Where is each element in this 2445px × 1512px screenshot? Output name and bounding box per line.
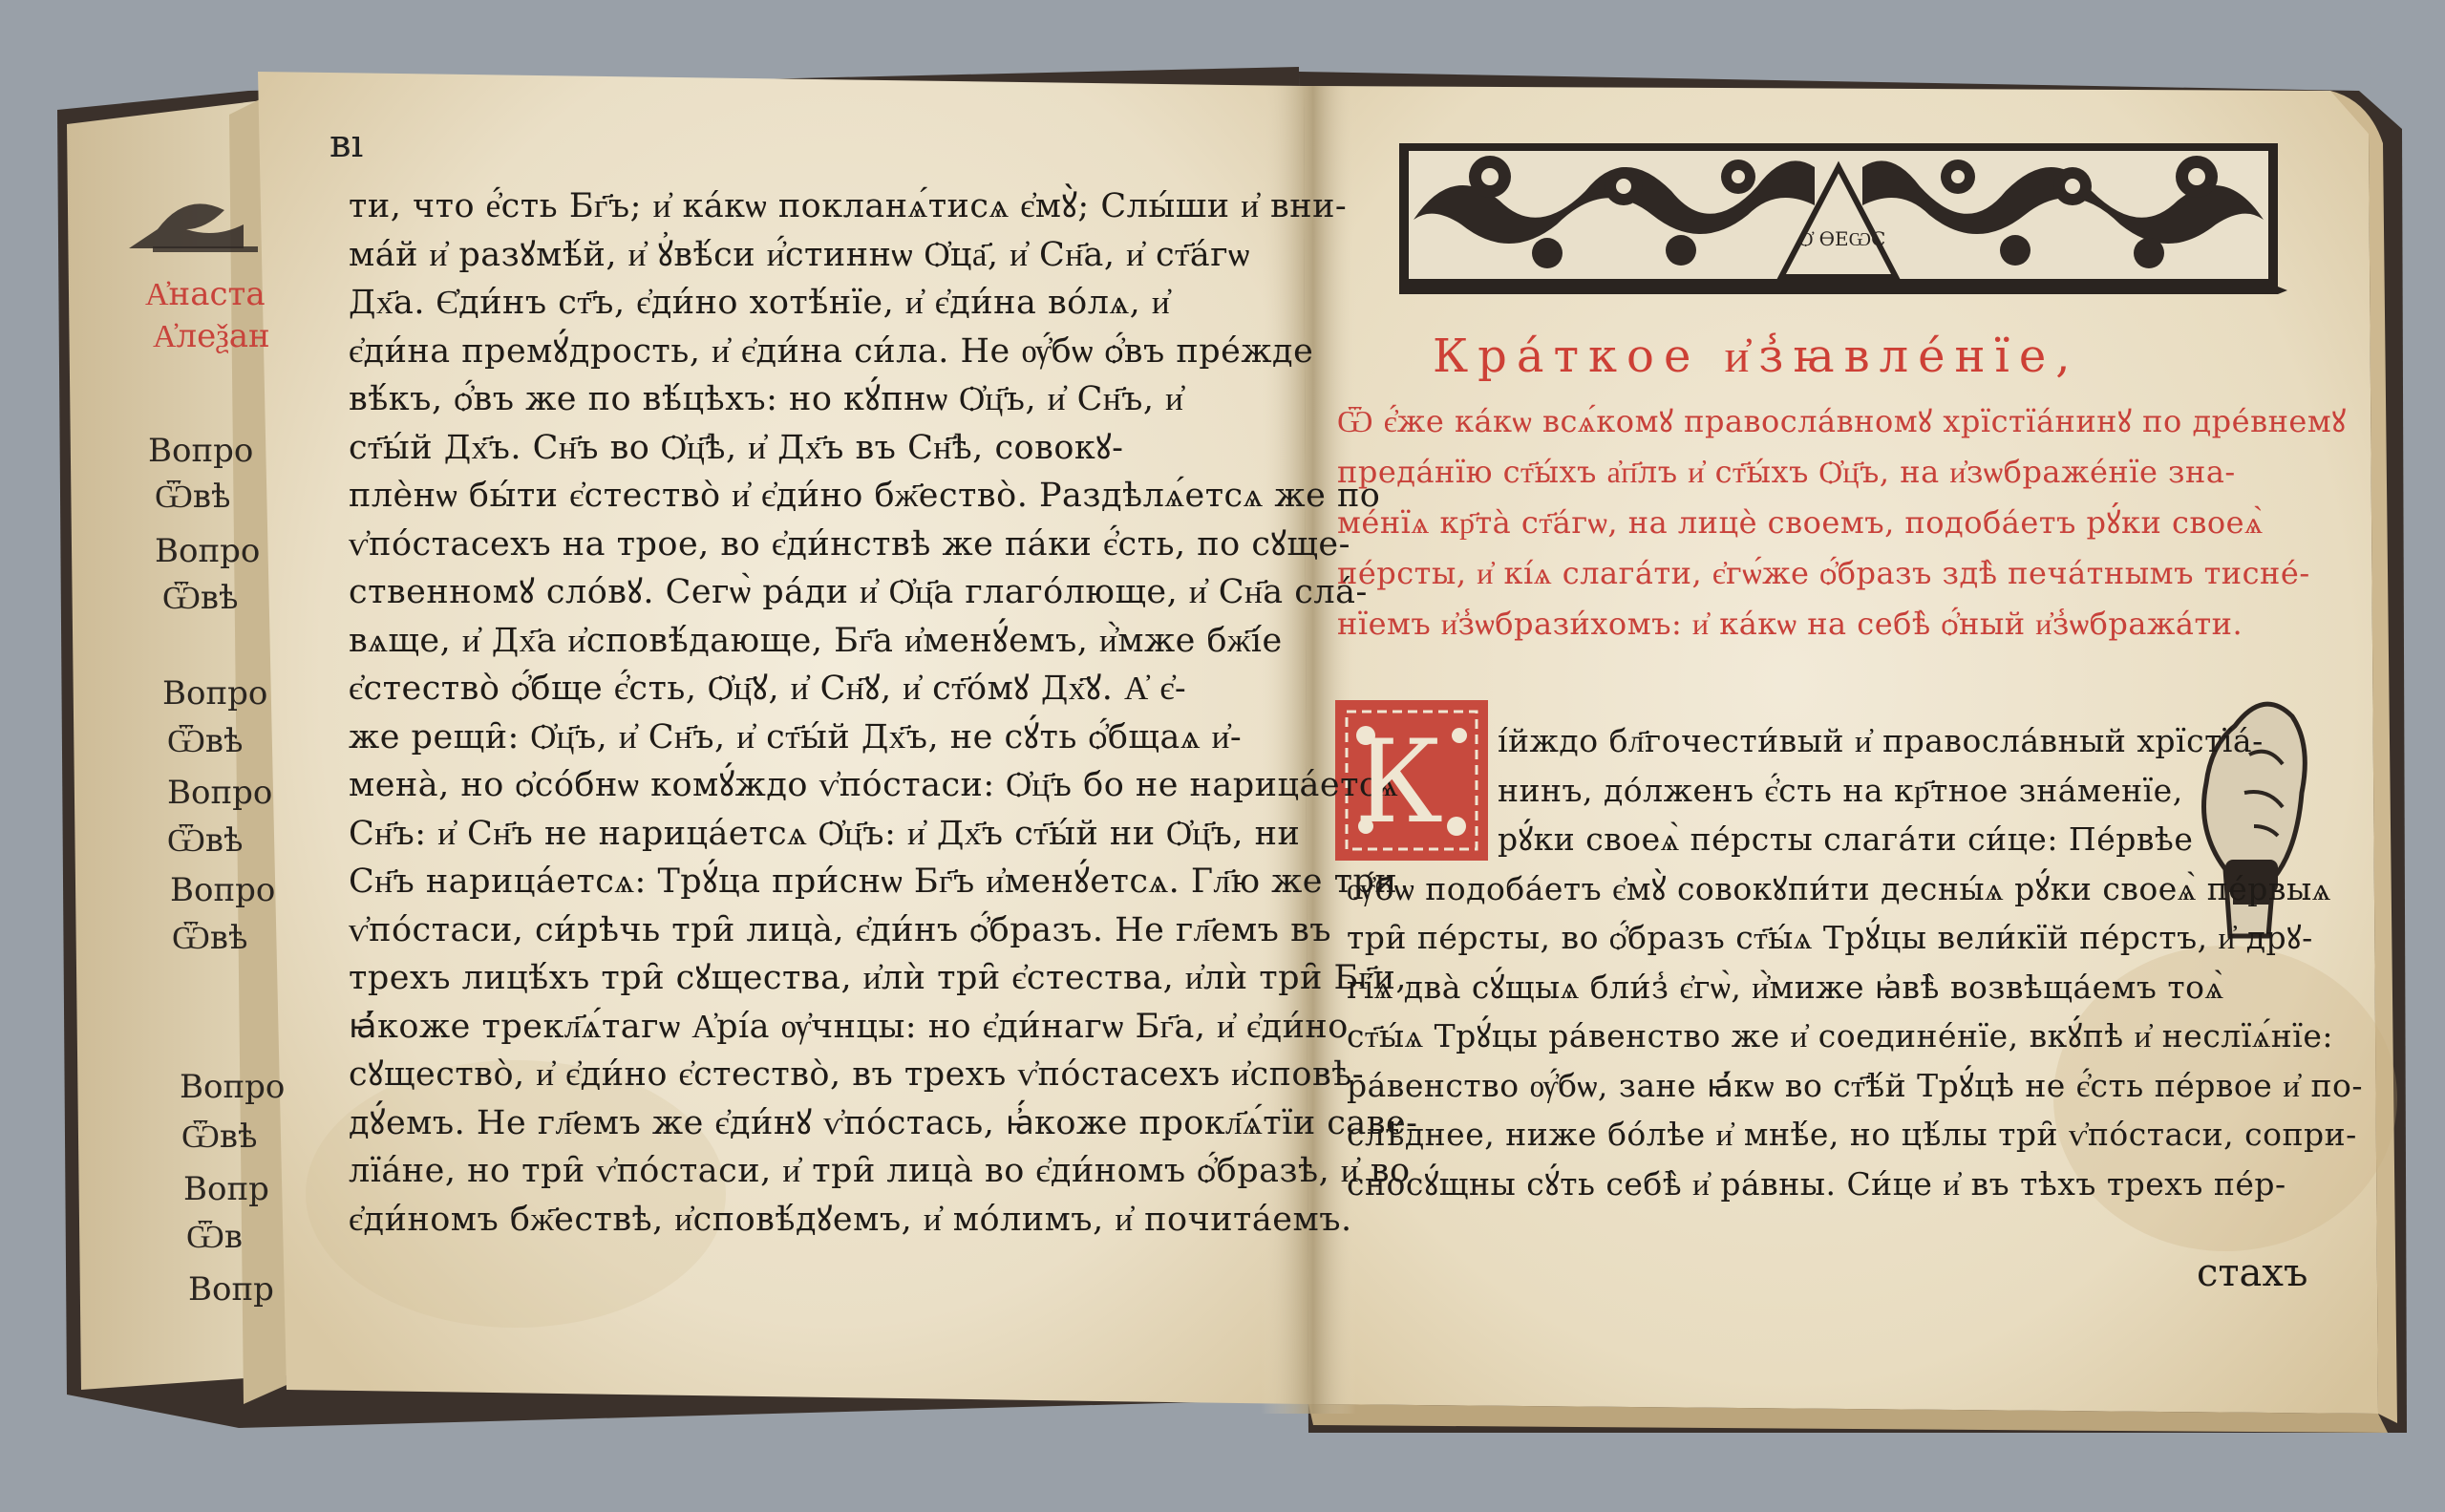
text-line: дꙋ́емъ. Не гл҃емъ же є҆ди́нꙋ ѵ҆по́стась, ꙗ҆́коже прокл҃ѧ́тїи саве- <box>349 1103 1418 1142</box>
underlying-word: Ѿвѣ <box>172 919 248 957</box>
text-line: ѵ҆по́стасехъ на трое, во є҆ди́нствѣ же па́ки є҆́сть, по сꙋще- <box>349 524 1350 564</box>
text-line: ѹ҆́бѡ подоба́етъ є҆мꙋ̀ совокꙋпи́ти десны́ѧ рꙋ́ки своеѧ̀ пе́рвыѧ <box>1347 869 2331 907</box>
underlying-word: Вопро <box>167 774 273 812</box>
underlying-word: Ѿвѣ <box>167 821 244 860</box>
underlying-word: Ѿв <box>186 1218 244 1256</box>
text-line: ст҃ы́ѧ Трꙋ́цы ра́венство же и҆ соедине́нїе, вкꙋ́пѣ и҆ неслїѧ́нїе: <box>1347 1017 2333 1054</box>
headpiece-ornament <box>1399 143 2287 294</box>
text-line: лїа́не, но три̑ ѵ҆по́стаси, и҆ три̑ лица̀ во є҆ди́номъ ѻ҆́бразѣ, и҆ во <box>349 1152 1411 1190</box>
page-folio-number: вı <box>330 122 364 166</box>
left-page-text <box>349 181 1418 1299</box>
text-line: три̑ пе́рсты, во ѻ҆́бразъ ст҃ы́ѧ Трꙋ́цы вели́кїй пе́рстъ, и҆ дрꙋ- <box>1347 919 2313 956</box>
right-page-text <box>1347 707 2363 1375</box>
text-line: сꙋщество̀, и҆ є҆ди́но є҆стество̀, въ трехъ ѵ҆по́стасехъ и҆сповѣ- <box>349 1055 1365 1094</box>
rubric-line: нїемъ и҆з̾ѡбрази́хомъ: и҆ ка́кѡ на себѣ̀ ѻ҆́ный и҆з̾ѡбража́ти. <box>1337 606 2243 642</box>
rubric-line: пе́рсты, и҆ кі́ѧ слага́ти, є҆гѡ́же ѻ҆́бразъ здѣ̀ печа́тнымъ тисне́- <box>1337 555 2310 591</box>
text-line: є҆стество̀ ѻ҆́бще є҆́сть, Ѻ҆ц҃ꙋ, и҆ Сн҃ꙋ, и҆ ст҃о́мꙋ Дх҃ꙋ. А҆ є҆- <box>349 670 1187 708</box>
underlying-word: Вопр <box>183 1170 269 1208</box>
text-line: слѣ́днее, ниже бо́лѣе и҆ мнѣ́е, но цѣ́лы три̑ ѵ҆по́стаси, сопри- <box>1347 1116 2357 1153</box>
text-line: ма́й и҆ разꙋмѣ́й, и҆ ꙋ҆вѣ́си и҆́стиннѡ Ѻ҆ца҃, и҆ Сн҃а, и҆ ст҃а́гѡ <box>349 235 1250 274</box>
text-line: мена̀, но ѻ҆со́бнѡ комꙋ́ждо ѵ҆по́стаси: Ѻ҆ц҃ъ бо не нарица́етсѧ <box>349 766 1399 804</box>
underlying-word: Вопро <box>148 432 254 470</box>
text-line: Сн҃ъ нарица́етсѧ: Трꙋ́ца при́снѡ Бг҃ъ и҆менꙋ́етсѧ. Гл҃ю же три <box>349 862 1398 901</box>
underlying-word: Вопро <box>170 871 276 909</box>
underlying-word: Ѿвѣ <box>155 478 231 516</box>
text-line: ственномꙋ сло́вꙋ. Сегѡ̀ ра́ди и҆ Ѻ҆ц҃а глаго́люще, и҆ Сн҃а сла́- <box>349 573 1368 611</box>
underlying-word: Ѿвѣ <box>167 722 244 760</box>
text-line: Сн҃ъ: и҆ Сн҃ъ не нарица́етсѧ Ѻ҆ц҃ъ: и҆ Дх҃ъ ст҃ы́й ни Ѻ҆ц҃ъ, ни <box>349 814 1301 853</box>
text-line: є҆ди́номъ бж҃ествѣ, и҆сповѣ́дꙋемъ, и҆ мо́лимъ, и҆ почита́емъ. <box>349 1200 1352 1239</box>
section-heading: Кра́ткое и҆з̾ꙗвле́нїе, <box>1433 330 2080 383</box>
indented-text-line: нинъ, до́лженъ є҆́сть на кр҃тное зна́менїе, <box>1498 771 2183 809</box>
indented-text-line: і́йждо бл҃гочести́вый и҆ правосла́вный хрїстїа́- <box>1498 722 2264 759</box>
text-line: сносꙋ́щны сꙋ́ть себѣ̀ и҆ ра́вны. Си́це и҆ въ тѣхъ трехъ пе́р- <box>1347 1164 2286 1203</box>
right-page-rubric <box>1337 330 2349 692</box>
text-line: ст҃ы́й Дх҃ъ. Сн҃ъ во Ѻ҆ц҃ѣ, и҆ Дх҃ъ въ Сн҃ѣ, совокꙋ- <box>349 428 1124 467</box>
underlying-word: Вопро <box>155 532 261 570</box>
text-line: вѣ́къ, ѻ҆́въ же по вѣ́цѣхъ: но кꙋ́пнѡ Ѻ҆ц҃ъ, и҆ Сн҃ъ, и҆ <box>349 380 1184 418</box>
underlying-word: Вопр <box>188 1270 274 1309</box>
text-line: же рещи̑: Ѻ҆ц҃ъ, и҆ Сн҃ъ, и҆ ст҃ы́й Дх҃ъ, не сꙋ́ть ѻ҆́бщаѧ и҆- <box>349 717 1243 756</box>
rubric-line: преда́нїю ст҃ы́хъ а҆п҃лъ и҆ ст҃ы́хъ Ѻ҆ц҃ъ, на и҆зѡбраже́нїе зна- <box>1337 454 2236 490</box>
catchword: стахъ <box>2197 1251 2308 1295</box>
underlying-word: Вопро <box>162 674 268 713</box>
text-line: ти, что е҆́сть Бг҃ъ; и҆ ка́кѡ покланѧ́тисѧ є҆мꙋ̀; Слы́ши и҆ вни- <box>349 187 1348 225</box>
indented-text-line: рꙋ́ки своеѧ̀ пе́рсты слага́ти си́це: Пе́рвѣе <box>1498 820 2194 858</box>
text-line: гі́ѧ два̀ сꙋ́щыѧ бли́з̾ є҆гѡ̀, и҆̀миже ꙗ҆вѣ̀ возвѣща́емъ тоѧ̀ <box>1347 968 2224 1006</box>
text-line: ра́венство ѹ҆́бѡ, зане ꙗ҆́кѡ во ст҃ѣ́й Трꙋ́цѣ не є҆́сть пе́рвое и҆ по- <box>1347 1066 2363 1104</box>
underlying-word: Ѿвѣ <box>162 579 239 617</box>
text-line: вѧще, и҆ Дх҃а и҆сповѣ́дающе, Бг҃а и҆менꙋ́емъ, и҆̀мже бж҃і́е <box>349 621 1283 660</box>
underlying-red-word: А҆леѯан <box>153 317 270 355</box>
drop-cap-letter: К <box>1354 716 1443 849</box>
underlying-red-word: А҆наста <box>145 275 266 313</box>
text-line: є҆ди́на премꙋ́дрость, и҆ є҆ди́на си́ла. Не ѹ҆́бѡ ѻ҆́въ пре́жде <box>349 331 1314 371</box>
ornament-inscription: Ѻ҆ ѲЕѠС <box>1798 227 1886 250</box>
text-line: плѐнѡ бы́ти є҆стество̀ и҆ є҆ди́но бж҃ество̀. Раздѣлѧ́етсѧ же по <box>349 477 1381 515</box>
text-line: ꙗ҆́коже трекл҃ѧ́тагѡ А҆рі́а ѹ҆чнцы: но є҆ди́нагѡ Бг҃а, и҆ є҆ди́но <box>349 1007 1349 1046</box>
rubric-line: ме́нїѧ кр҃та̀ ст҃а́гѡ, на лицѐ своемъ, подоба́етъ рꙋ́ки своеѧ̀ <box>1337 504 2264 541</box>
text-line: трехъ лицѣ́хъ три̑ сꙋщества, и҆лѝ три̑ є҆стества, и҆лѝ три̑ Бг҃и, <box>349 959 1407 997</box>
underlying-word: Ѿвѣ <box>181 1118 258 1156</box>
text-line: ѵ҆по́стаси, си́рѣчь три̑ лица̀, є҆ди́нъ ѻ҆́бразъ. Не гл҃емъ въ <box>349 910 1332 949</box>
rubric-line: Ѿ є҆́же ка́кѡ всѧ́комꙋ правосла́вномꙋ хрїстїа́нинꙋ по дре́внемꙋ <box>1337 403 2347 439</box>
text-line: Дх҃а. Є҆ди́нъ ст҃ъ, є҆ди́но хотѣ́нїе, и҆ є҆ди́на во́лѧ, и҆ <box>349 284 1171 322</box>
underlying-word: Вопро <box>180 1068 286 1106</box>
